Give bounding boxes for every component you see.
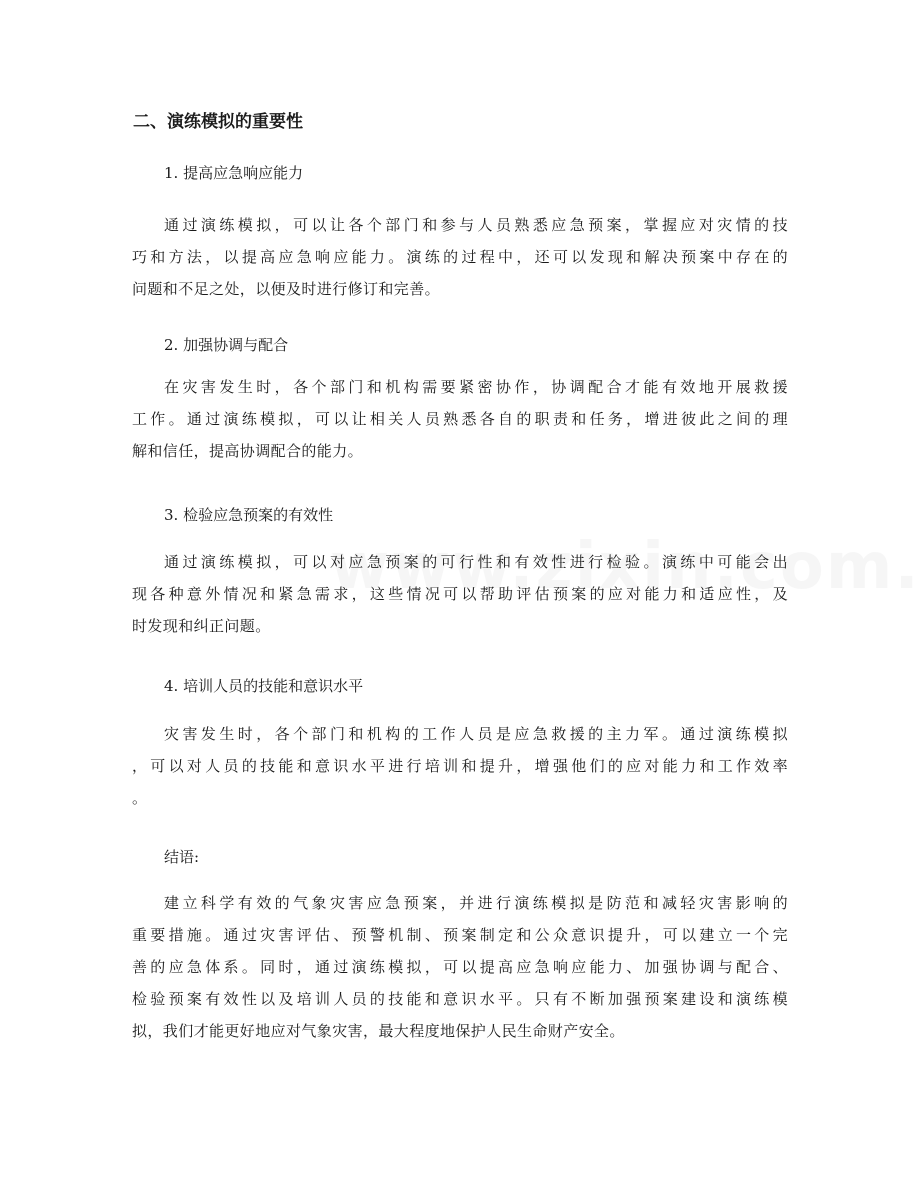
- conclusion-paragraph: [132, 887, 788, 1047]
- paragraph-line: 灾害发生时，各个部门和机构的工作人员是应急救援的主力军。通过演练模拟: [164, 725, 788, 743]
- paragraph-line: ，可以对人员的技能和意识水平进行培训和提升，增强他们的应对能力和工作效率: [132, 757, 788, 775]
- paragraph-line: 时发现和纠正问题。: [132, 617, 271, 635]
- paragraph-line: 拟，我们才能更好地应对气象灾害，最大程度地保护人民生命财产安全。: [132, 1022, 625, 1040]
- paragraph-line: 重要措施。通过灾害评估、预警机制、预案制定和公众意识提升，可以建立一个完: [132, 926, 788, 944]
- paragraph-line: 善的应急体系。同时，通过演练模拟，可以提高应急响应能力、加强协调与配合、: [132, 958, 788, 976]
- paragraph-2: [132, 371, 788, 467]
- subheading-3: 3. 检验应急预案的有效性: [164, 506, 334, 524]
- paragraph-3: [132, 546, 788, 642]
- paragraph-line: 问题和不足之处，以便及时进行修订和完善。: [132, 280, 441, 298]
- subheading-4: 4. 培训人员的技能和意识水平: [164, 677, 364, 695]
- paragraph-line: 巧和方法，以提高应急响应能力。演练的过程中，还可以发现和解决预案中存在的: [132, 248, 788, 266]
- paragraph-4: [132, 718, 788, 814]
- paragraph-line: 现各种意外情况和紧急需求，这些情况可以帮助评估预案的应对能力和适应性，及: [132, 585, 788, 603]
- conclusion-title: 结语:: [164, 848, 200, 866]
- paragraph-1: [132, 209, 788, 305]
- subheading-2: 2. 加强协调与配合: [164, 336, 289, 354]
- paragraph-line: 建立科学有效的气象灾害应急预案，并进行演练模拟是防范和减轻灾害影响的: [164, 894, 788, 912]
- paragraph-line: 。: [132, 789, 148, 807]
- paragraph-line: 在灾害发生时，各个部门和机构需要紧密协作，协调配合才能有效地开展救援: [164, 378, 788, 396]
- paragraph-line: 通过演练模拟，可以对应急预案的可行性和有效性进行检验。演练中可能会出: [164, 553, 788, 571]
- subheading-1: 1. 提高应急响应能力: [164, 164, 304, 182]
- paragraph-line: 工作。通过演练模拟，可以让相关人员熟悉各自的职责和任务，增进彼此之间的理: [132, 410, 788, 428]
- paragraph-line: 检验预案有效性以及培训人员的技能和意识水平。只有不断加强预案建设和演练模: [132, 990, 788, 1008]
- paragraph-line: 通过演练模拟，可以让各个部门和参与人员熟悉应急预案，掌握应对灾情的技: [164, 216, 788, 234]
- paragraph-line: 解和信任，提高协调配合的能力。: [132, 442, 364, 460]
- section-heading: 二、演练模拟的重要性: [133, 112, 303, 132]
